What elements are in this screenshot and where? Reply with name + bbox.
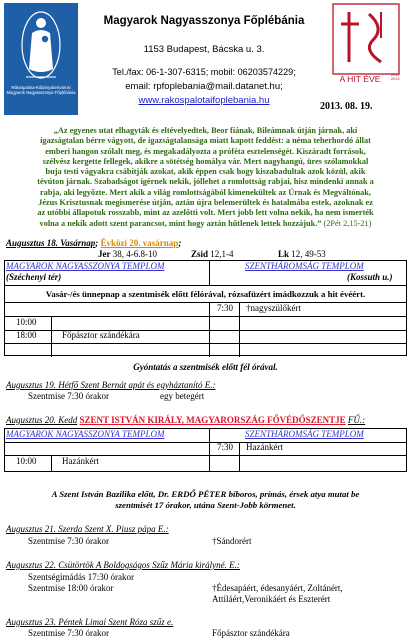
aug22-mass: Szentmise 18:00 órakor <box>28 583 114 593</box>
day-heading-aug20 <box>6 415 365 426</box>
parish-title: Magyarok Nagyasszonya Főplébánia <box>103 15 305 27</box>
aug21-mass: Szentmise 7:30 órakor <box>28 536 109 546</box>
aug20-note-1: A Szent István Bazilika előtt, Dr. ERDŐ PÉTER bíboros, prímás, érsek atya mutat be <box>51 489 360 499</box>
reading-1-book: Jer <box>98 249 111 259</box>
aug20-suffix: FŰ.: <box>347 415 366 425</box>
quote-line: Jézus Krisztusnak megismerése útján, aztán újra belemerültek és hatalmába estek, azoknak ez <box>38 198 373 208</box>
aug22-intention-1: †Édesapáért, édesanyáért, Zoltánért, <box>212 583 343 593</box>
aug20-right-time: 7:30 <box>217 442 234 452</box>
aug21-intention: †Sándorért <box>212 536 252 546</box>
sunday-date: Augusztus 18. Vasárnap <box>6 238 96 248</box>
aug20-church-left: MAGYAROK NAGYASSZONYA TEMPLOM <box>6 429 165 439</box>
aug23-intention: Főpásztor szándékára <box>212 628 290 638</box>
day-heading-aug22: Augusztus 22. Csütörtök A Boldogságos Szűz Mária királyné. E.: <box>6 560 240 570</box>
reading-1 <box>98 249 157 260</box>
aug20-note-2: szentmisét 17 órakor, utána Szent-Jobb körmenet. <box>115 500 296 510</box>
day-heading-aug23: Augusztus 23. Péntek Limai Szent Róza szűz e. <box>6 617 174 627</box>
aug19-mass: Szentmise 7:30 órakor <box>28 391 109 401</box>
quote-line: az utóbbi állapotuk rosszabb, mint az azelőtti volt. Mert jobb lett volna nekik, ha nem ismerték <box>37 208 374 218</box>
church-right-street: (Kossuth u.) <box>347 272 393 282</box>
sunday-right-intention: †nagyszülőkért <box>246 303 301 313</box>
day-heading-aug19: Augusztus 19. Hétfő Szent Bernát apát és egyháztanító E.: <box>6 380 216 390</box>
year-of-faith-logo <box>323 2 408 94</box>
quote-line: buja testi vágyakra csábítják azokat, akik éppen csak hogy kiszabadultak azok közül, akik <box>45 167 366 177</box>
parish-logo-text: Rákospalota-Kóbányakertvárosi Magyarok Nagyasszonya Főplébánia <box>6 85 76 95</box>
quote-line: tévúton járnak. Szabadságot ígérnek nekik, jóllehet a romlottság rabjai, hisz mindenki annak a <box>37 177 374 187</box>
year-of-faith-years: 2012 2013 <box>391 73 400 82</box>
website-link[interactable]: www.rakospalotaifoplebania.hu <box>138 95 270 106</box>
church-left-street: (Széchenyi tér) <box>6 272 62 282</box>
quote-line: szélvész kergette fellegek, akikre a sötétség homálya vár. Mert nagyhangú, üres szólamokkal <box>42 156 369 166</box>
quote-line: emberi hangon szólalt meg, és megakadályozta a próféta esztelenségét. Kiszáradt források, <box>45 146 366 156</box>
aug23-mass: Szentmise 7:30 órakor <box>28 628 109 638</box>
year-of-faith-label: A HIT ÉVE <box>339 74 381 84</box>
reading-1-ref: 38, 4-6.8-10 <box>112 249 157 259</box>
quote-line <box>6 219 405 229</box>
aug22-adoration: Szentségimádás 17:30 órakor <box>28 572 134 582</box>
sunday-mass-time: 18:00 <box>16 330 37 340</box>
aug20-date: Augusztus 20. Kedd <box>6 415 78 425</box>
sunday-heading: Augusztus 18. Vasárnap; Évközi 20. vasárnap; <box>6 238 182 248</box>
church-right-name: SZENTHÁROMSÁG TEMPLOM <box>245 261 364 271</box>
sunday-right-time: 7:30 <box>217 303 234 313</box>
reading-2-ref: 12,1-4 <box>210 249 234 259</box>
sunday-name: Évközi 20. vasárnap <box>100 238 179 248</box>
aug20-right-intention: Hazánkért <box>246 442 283 452</box>
quote-line: rabja, aki legyőzte. Mert akik a világ romlottságából kimenekültek az Úrnak és Megváltónak, <box>39 187 371 197</box>
reading-2 <box>191 249 234 260</box>
gospel-book: Lk <box>278 249 290 259</box>
aug20-church-right: SZENTHÁROMSÁG TEMPLOM <box>245 429 364 439</box>
aug19-intention: egy betegért <box>160 391 205 401</box>
aug22-intention-2: Attiláért,Veronikáért és Eszterért <box>212 594 331 604</box>
address: 1153 Budapest, Bácska u. 3. <box>143 44 265 55</box>
phone: Tel./fax: 06-1-307-6315; mobil: 06203574229; <box>112 67 296 77</box>
gospel <box>278 249 326 260</box>
aug20-feast: SZENT ISTVÁN KIRÁLY, MAGYARORSZÁG FŐVÉDŐSZENTJE <box>79 415 346 425</box>
rosary-note: Vasár-/és ünnepnap a szentmisék előtt félórával, rózsafüzért imádkozzuk a hit évéért. <box>45 289 366 299</box>
sunday-mass-intention: Főpásztor szándékára <box>62 330 140 340</box>
aug20-left-intention: Hazánkért <box>62 456 99 466</box>
scripture-quote <box>6 126 405 229</box>
sunday-mass-time: 10:00 <box>16 317 37 327</box>
confession-note: Gyóntatás a szentmisék előtt fél órával. <box>133 362 278 372</box>
quote-reference: (2Pét 2,15-21) <box>323 218 372 228</box>
church-left-name: MAGYAROK NAGYASSZONYA TEMPLOM <box>6 261 165 271</box>
aug20-left-time: 10:00 <box>16 456 37 466</box>
madonna-icon <box>4 3 78 115</box>
bulletin-date: 2013. 08. 19. <box>320 101 373 112</box>
quote-last-line: volna a nekik adott szent parancsot, mint hogy aztán hűtlenek lettek hozzájuk.” <box>39 218 322 228</box>
day-heading-aug21: Augusztus 21. Szerda Szent X. Piusz pápa E.: <box>6 524 169 534</box>
reading-2-book: Zsid <box>191 249 209 259</box>
gospel-ref: 12, 49-53 <box>291 249 326 259</box>
email: email: rpfoplebania@mail.datanet.hu; <box>125 81 283 92</box>
quote-line: „Az egyenes utat elhagyták és eltévelyedtek, Beor fiának, Bileámnak útján járnak, aki <box>53 126 358 135</box>
quote-line: igazságtalan bérre vágyott, de igazságtalansága miatt kapott feddést: a néma teherhordó állat <box>40 136 371 146</box>
parish-logo <box>4 3 78 115</box>
